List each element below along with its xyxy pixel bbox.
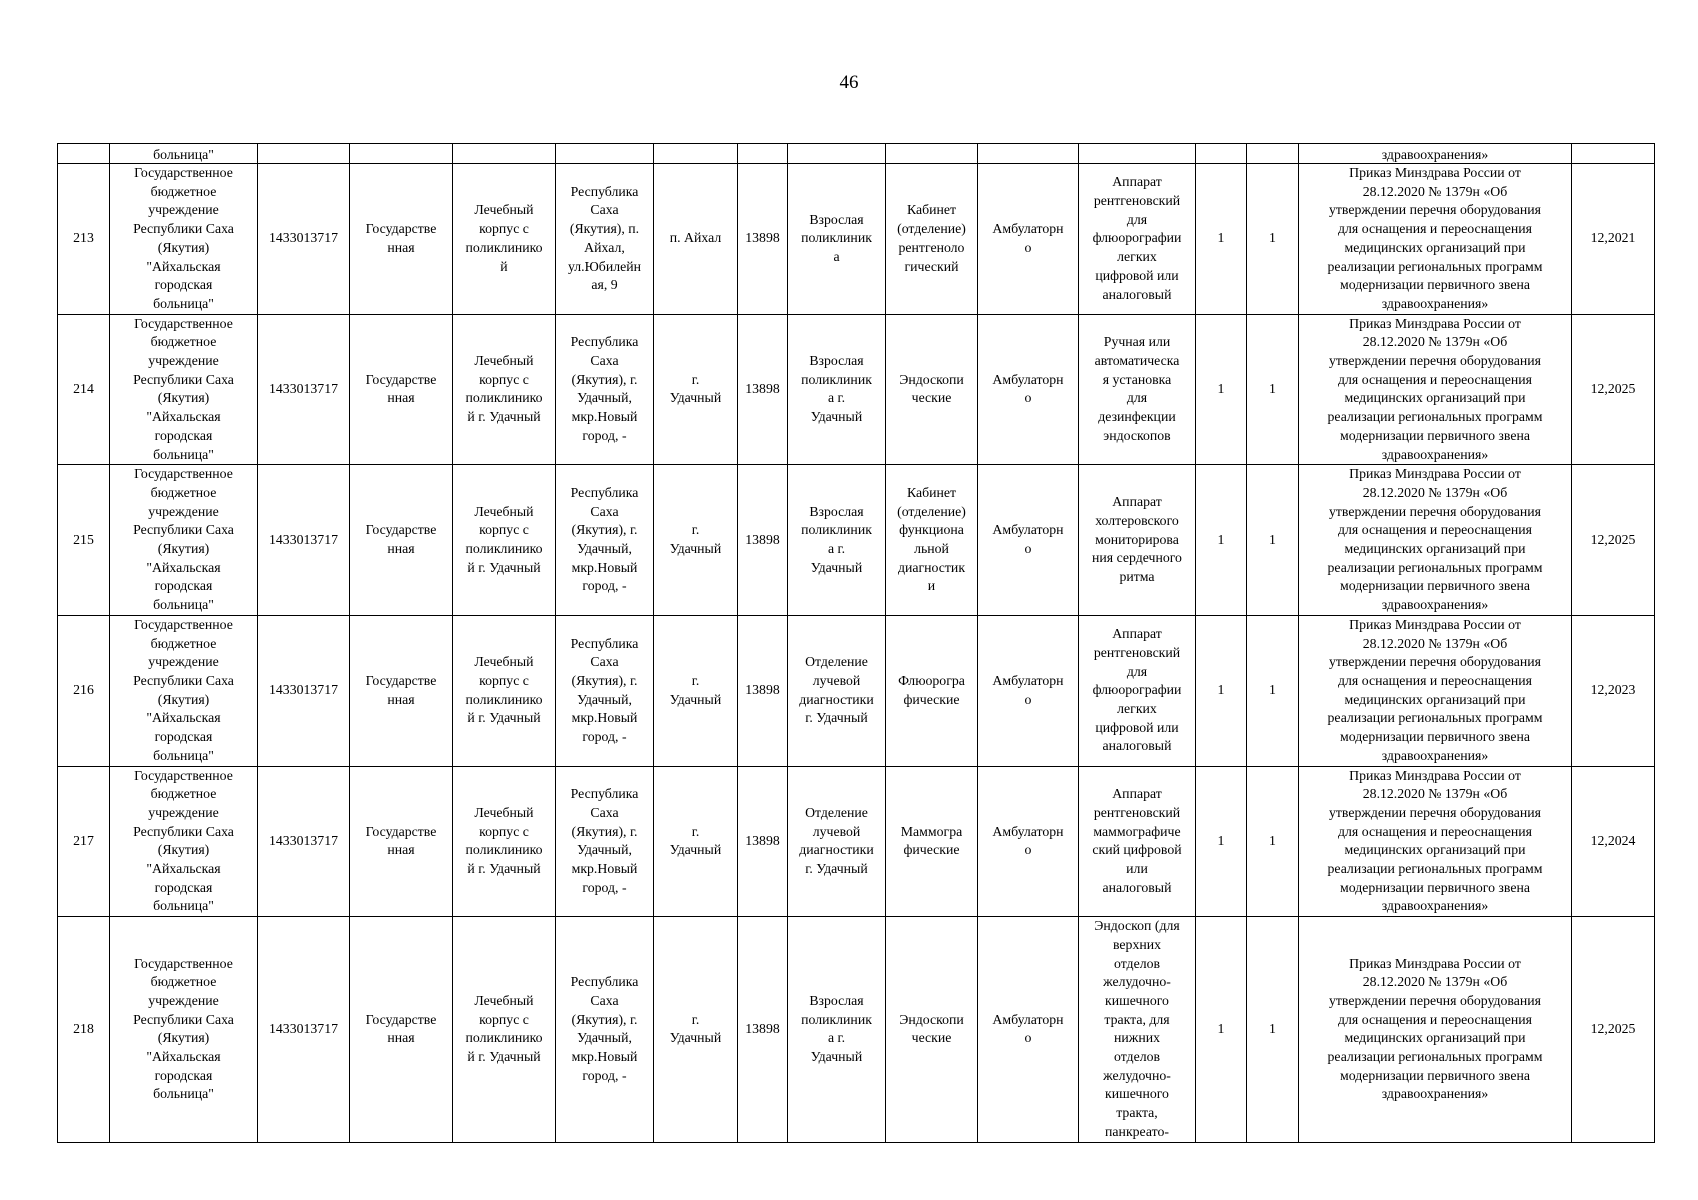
page-number: 46: [839, 72, 859, 93]
cell-qty2: 1: [1247, 615, 1299, 766]
cell-department: Отделение лучевой диагностики г. Удачный: [788, 766, 886, 917]
cell-number: 215: [58, 465, 110, 616]
cell-qty2: 1: [1247, 314, 1299, 465]
cell-inn: 1433013717: [258, 615, 350, 766]
cell-number: 218: [58, 917, 110, 1142]
cell-document: Приказ Минздрава России от 28.12.2020 № 1379н «Об утверждении перечня оборудования для оснащения и переоснащения медицинских организаций при реализации региональных программ модернизации первичного звена здравоохранения»: [1299, 465, 1572, 616]
cell-date: 12,2021: [1572, 164, 1655, 315]
cell-org: Государственное бюджетное учреждение Республики Саха (Якутия) "Айхальская городская больница": [110, 766, 258, 917]
cell-equipment: Эндоскоп (для верхних отделов желудочно- кишечного тракта, для нижних отделов желудочно- кишечного тракта, панкреато-: [1079, 917, 1196, 1142]
cell-locality: г. Удачный: [654, 465, 738, 616]
cell-care-type: Амбулаторн о: [978, 615, 1079, 766]
cell-locality: п. Айхал: [654, 164, 738, 315]
cell-address: Республика Саха (Якутия), п. Айхал, ул.Юбилейн ая, 9: [556, 164, 654, 315]
cell-inn: 1433013717: [258, 766, 350, 917]
cell-qty2: 1: [1247, 164, 1299, 315]
cell-code: 13898: [738, 917, 788, 1142]
cell-qty1: 1: [1196, 615, 1247, 766]
cell-org: больница": [110, 144, 258, 164]
cell-org: Государственное бюджетное учреждение Республики Саха (Якутия) "Айхальская городская больница": [110, 465, 258, 616]
cell-qty2: 1: [1247, 766, 1299, 917]
cell-ownership: Государстве нная: [350, 164, 453, 315]
table-row: [58, 917, 1655, 1142]
cell-equipment: Аппарат холтеровского мониторирова ния сердечного ритма: [1079, 465, 1196, 616]
cell-equipment: Аппарат рентгеновский маммографиче ский цифровой или аналоговый: [1079, 766, 1196, 917]
cell-org: Государственное бюджетное учреждение Республики Саха (Якутия) "Айхальская городская больница": [110, 164, 258, 315]
cell-qty1: 1: [1196, 766, 1247, 917]
cell-building: Лечебный корпус с поликлинико й г. Удачный: [453, 314, 556, 465]
cell-qty1: 1: [1196, 314, 1247, 465]
table-row: [58, 766, 1655, 917]
table-row: [58, 465, 1655, 616]
cell-care-type: Амбулаторн о: [978, 314, 1079, 465]
cell-inn: 1433013717: [258, 465, 350, 616]
cell-qty1: 1: [1196, 465, 1247, 616]
cell-locality: г. Удачный: [654, 766, 738, 917]
cell-unit: Флюорогра фические: [886, 615, 978, 766]
cell-address: Республика Саха (Якутия), г. Удачный, мкр.Новый город, -: [556, 766, 654, 917]
cell-locality: г. Удачный: [654, 917, 738, 1142]
cell-document: Приказ Минздрава России от 28.12.2020 № 1379н «Об утверждении перечня оборудования для оснащения и переоснащения медицинских организаций при реализации региональных программ модернизации первичного звена здравоохранения»: [1299, 917, 1572, 1142]
cell-building: Лечебный корпус с поликлинико й: [453, 164, 556, 315]
cell-org: Государственное бюджетное учреждение Республики Саха (Якутия) "Айхальская городская больница": [110, 314, 258, 465]
cell-qty1: 1: [1196, 917, 1247, 1142]
table-row: [58, 164, 1655, 315]
cell-ownership: Государстве нная: [350, 465, 453, 616]
cell-department: Отделение лучевой диагностики г. Удачный: [788, 615, 886, 766]
cell-date: 12,2024: [1572, 766, 1655, 917]
cell-document: Приказ Минздрава России от 28.12.2020 № 1379н «Об утверждении перечня оборудования для оснащения и переоснащения медицинских организаций при реализации региональных программ модернизации первичного звена здравоохранения»: [1299, 615, 1572, 766]
cell-number: 214: [58, 314, 110, 465]
cell-address: Республика Саха (Якутия), г. Удачный, мкр.Новый город, -: [556, 615, 654, 766]
cell-ownership: Государстве нная: [350, 766, 453, 917]
cell-locality: г. Удачный: [654, 314, 738, 465]
cell-code: 13898: [738, 615, 788, 766]
cell-unit: Маммогра фические: [886, 766, 978, 917]
cell-qty2: 1: [1247, 465, 1299, 616]
cell-code: 13898: [738, 314, 788, 465]
cell-equipment: Аппарат рентгеновский для флюорографии легких цифровой или аналоговый: [1079, 164, 1196, 315]
cell-ownership: Государстве нная: [350, 615, 453, 766]
cell-ownership: Государстве нная: [350, 917, 453, 1142]
cell-document: здравоохранения»: [1299, 144, 1572, 164]
cell-care-type: Амбулаторн о: [978, 465, 1079, 616]
cell-qty1: 1: [1196, 164, 1247, 315]
cell-inn: 1433013717: [258, 164, 350, 315]
cell-unit: Эндоскопи ческие: [886, 314, 978, 465]
cell-unit: Кабинет (отделение) рентгеноло гический: [886, 164, 978, 315]
cell-locality: г. Удачный: [654, 615, 738, 766]
cell-address: Республика Саха (Якутия), г. Удачный, мкр.Новый город, -: [556, 314, 654, 465]
cell-building: Лечебный корпус с поликлинико й г. Удачный: [453, 917, 556, 1142]
cell-care-type: Амбулаторн о: [978, 917, 1079, 1142]
cell-care-type: Амбулаторн о: [978, 766, 1079, 917]
table-row: [58, 314, 1655, 465]
cell-equipment: Ручная или автоматическа я установка для дезинфекции эндоскопов: [1079, 314, 1196, 465]
continuation-row: [58, 144, 1655, 164]
cell-code: 13898: [738, 766, 788, 917]
cell-number: 216: [58, 615, 110, 766]
cell-department: Взрослая поликлиник а г. Удачный: [788, 465, 886, 616]
cell-number: 217: [58, 766, 110, 917]
cell-code: 13898: [738, 465, 788, 616]
cell-inn: 1433013717: [258, 917, 350, 1142]
cell-inn: 1433013717: [258, 314, 350, 465]
cell-department: Взрослая поликлиник а: [788, 164, 886, 315]
cell-department: Взрослая поликлиник а г. Удачный: [788, 314, 886, 465]
cell-unit: Кабинет (отделение) функциона льной диагностик и: [886, 465, 978, 616]
cell-qty2: 1: [1247, 917, 1299, 1142]
cell-document: Приказ Минздрава России от 28.12.2020 № 1379н «Об утверждении перечня оборудования для оснащения и переоснащения медицинских организаций при реализации региональных программ модернизации первичного звена здравоохранения»: [1299, 314, 1572, 465]
cell-date: 12,2025: [1572, 917, 1655, 1142]
cell-org: Государственное бюджетное учреждение Республики Саха (Якутия) "Айхальская городская больница": [110, 917, 258, 1142]
cell-document: Приказ Минздрава России от 28.12.2020 № 1379н «Об утверждении перечня оборудования для оснащения и переоснащения медицинских организаций при реализации региональных программ модернизации первичного звена здравоохранения»: [1299, 164, 1572, 315]
cell-code: 13898: [738, 164, 788, 315]
cell-number: 213: [58, 164, 110, 315]
cell-building: Лечебный корпус с поликлинико й г. Удачный: [453, 615, 556, 766]
cell-address: Республика Саха (Якутия), г. Удачный, мкр.Новый город, -: [556, 917, 654, 1142]
cell-date: 12,2023: [1572, 615, 1655, 766]
cell-unit: Эндоскопи ческие: [886, 917, 978, 1142]
table-row: [58, 615, 1655, 766]
cell-building: Лечебный корпус с поликлинико й г. Удачный: [453, 465, 556, 616]
cell-date: 12,2025: [1572, 314, 1655, 465]
cell-department: Взрослая поликлиник а г. Удачный: [788, 917, 886, 1142]
cell-date: 12,2025: [1572, 465, 1655, 616]
cell-document: Приказ Минздрава России от 28.12.2020 № 1379н «Об утверждении перечня оборудования для оснащения и переоснащения медицинских организаций при реализации региональных программ модернизации первичного звена здравоохранения»: [1299, 766, 1572, 917]
equipment-table: [57, 143, 1655, 1143]
cell-building: Лечебный корпус с поликлинико й г. Удачный: [453, 766, 556, 917]
cell-ownership: Государстве нная: [350, 314, 453, 465]
cell-care-type: Амбулаторн о: [978, 164, 1079, 315]
cell-equipment: Аппарат рентгеновский для флюорографии легких цифровой или аналоговый: [1079, 615, 1196, 766]
cell-org: Государственное бюджетное учреждение Республики Саха (Якутия) "Айхальская городская больница": [110, 615, 258, 766]
cell-address: Республика Саха (Якутия), г. Удачный, мкр.Новый город, -: [556, 465, 654, 616]
